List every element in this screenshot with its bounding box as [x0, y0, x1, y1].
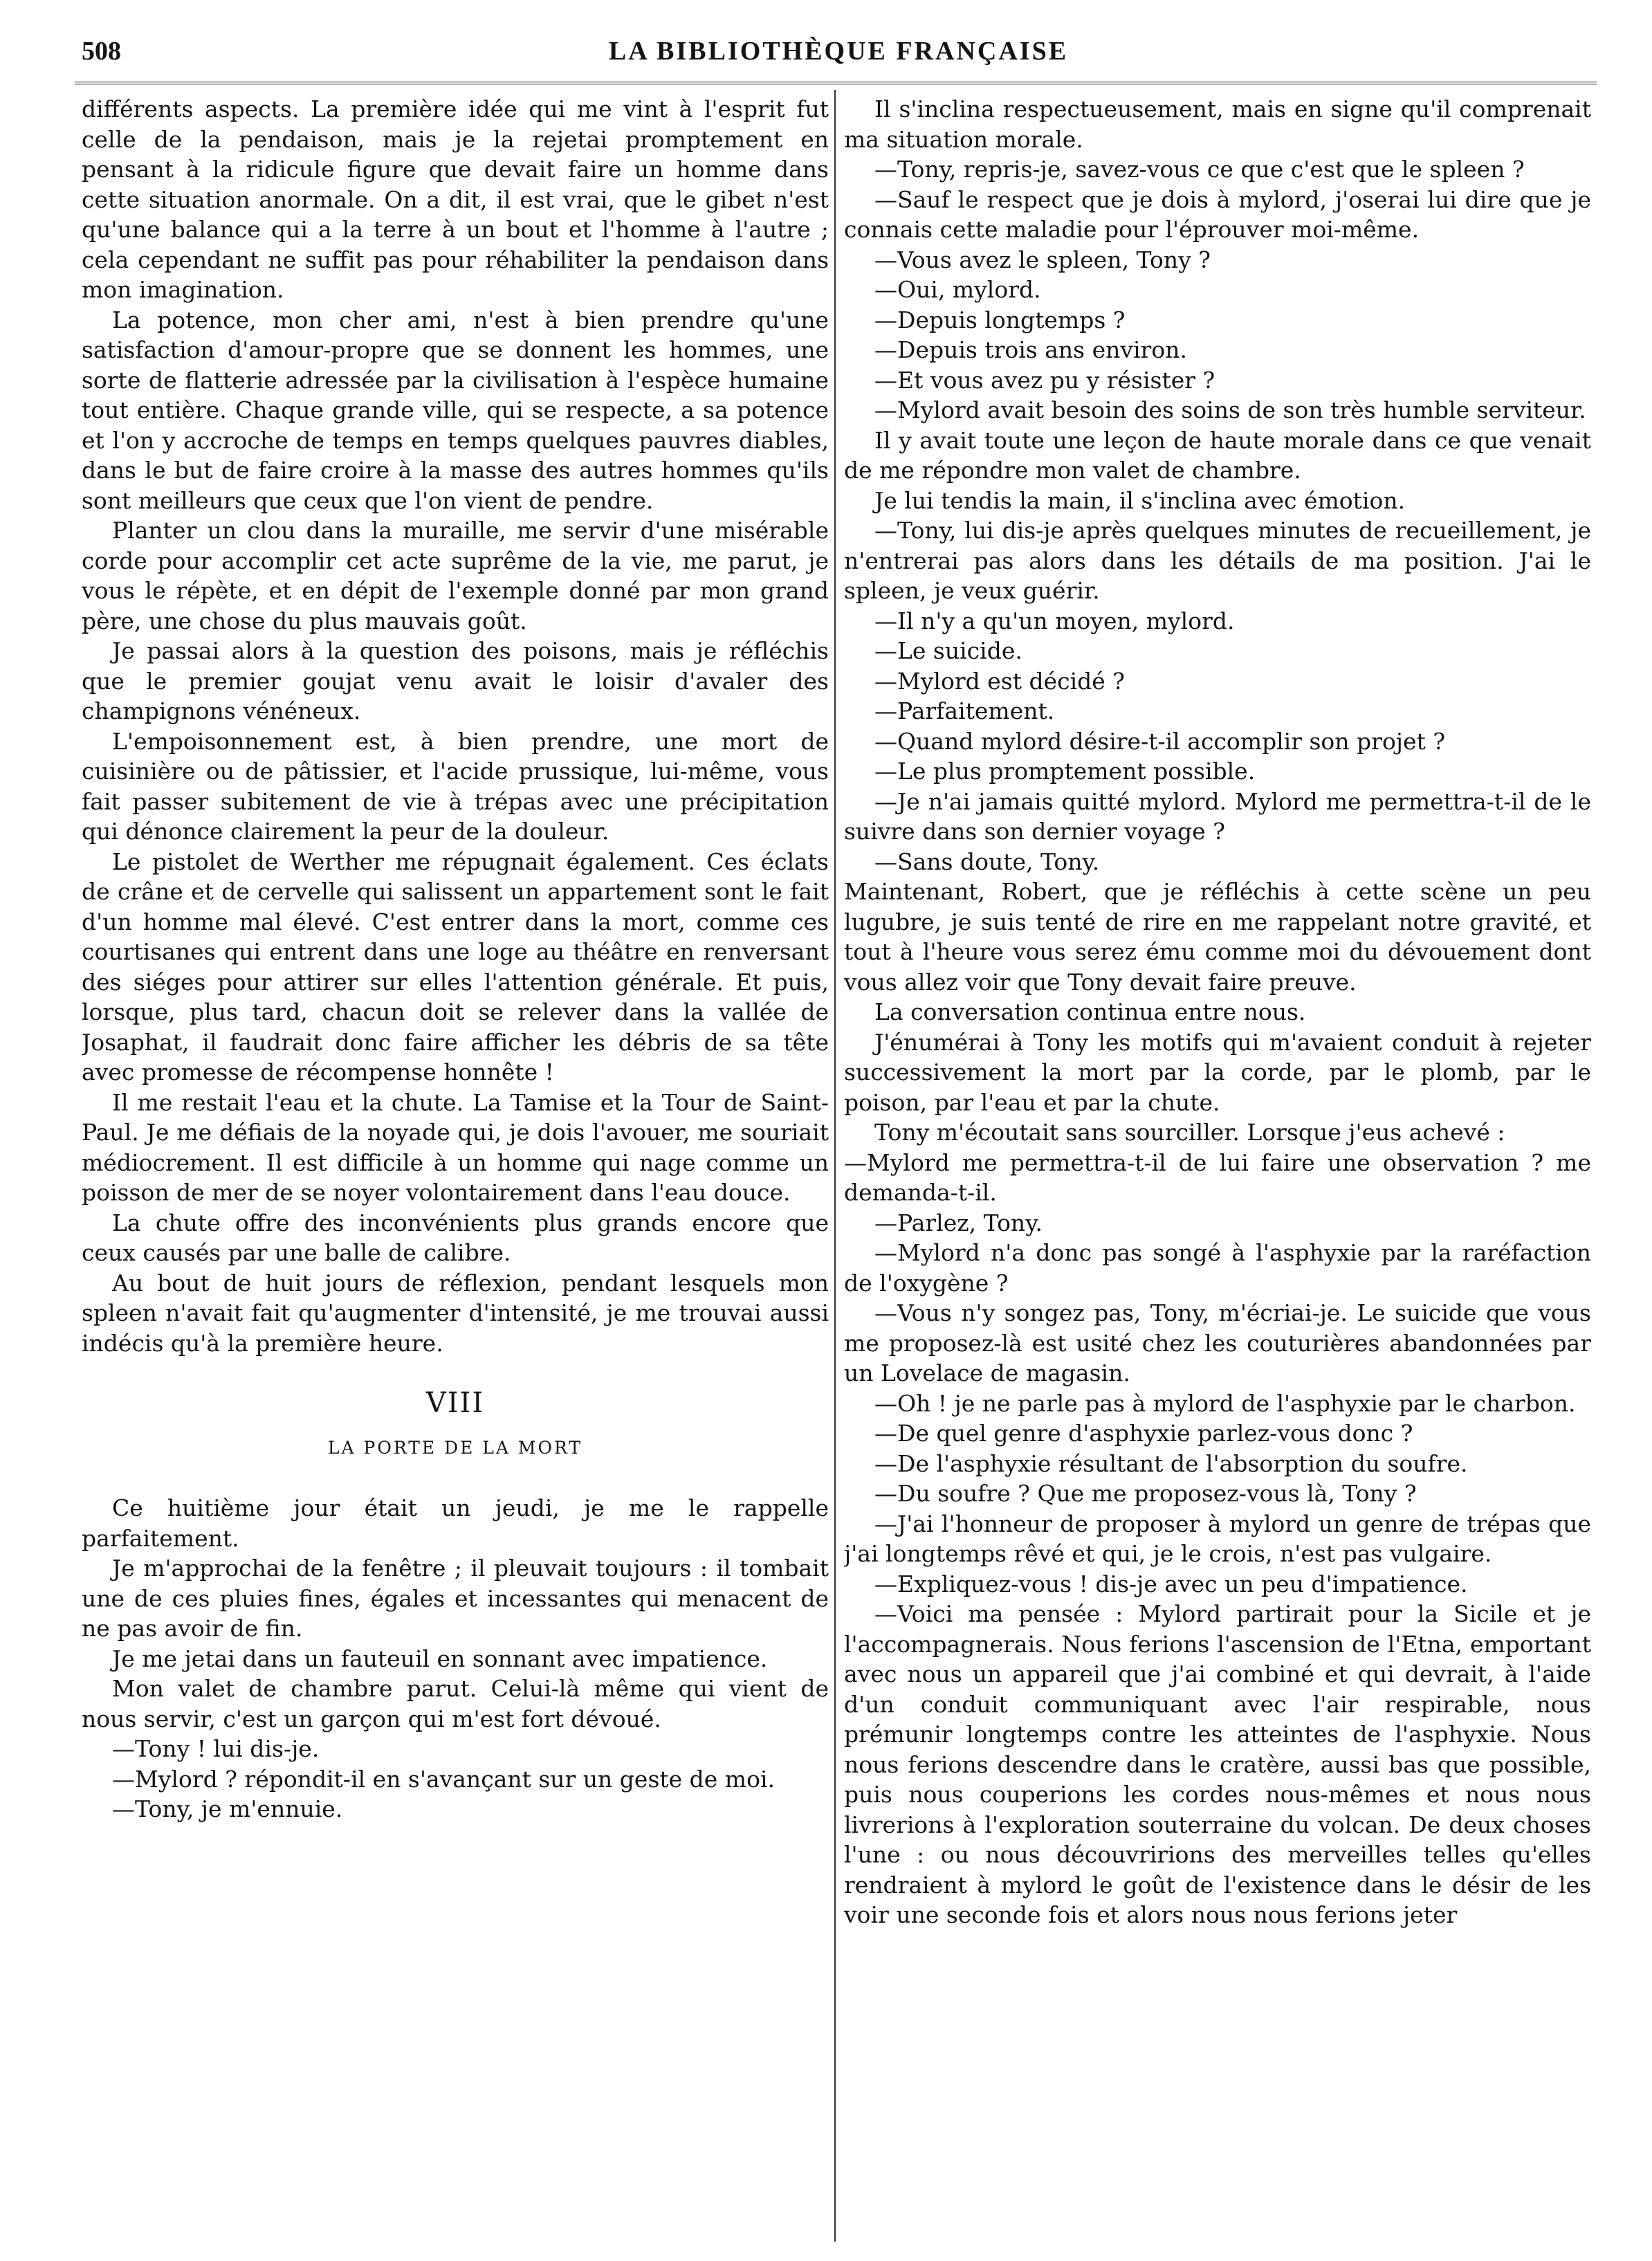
- dialogue-line: —Sans doute, Tony.: [874, 848, 1100, 875]
- dialogue-line: —De l'asphyxie résultant de l'absorption du soufre.: [874, 1449, 1468, 1477]
- dialogue-line: —J'ai l'honneur de proposer à mylord un genre de trépas que j'ai longtemps rêvé et qui, je le crois, n'est pas vulgaire.: [844, 1510, 1591, 1567]
- dialogue-line: —Tony, repris-je, savez-vous ce que c'est que le spleen ?: [874, 156, 1525, 183]
- dialogue-line: —Le plus promptement possible.: [874, 758, 1256, 785]
- paragraph: Maintenant, Robert, que je réfléchis à cette scène un peu lugubre, je suis tenté de rire en me rappelant notre gravité, et tout à l'heure vous serez ému comme moi du dévouement dont vous allez voir que Tony devait faire preuve.: [844, 878, 1591, 996]
- dialogue-line: —Du soufre ? Que me proposez-vous là, Tony ?: [874, 1480, 1417, 1507]
- paragraph: Je lui tendis la main, il s'inclina avec émotion.: [874, 486, 1406, 514]
- column-divider: [834, 90, 836, 2242]
- dialogue-line: —Tony ! lui dis-je.: [112, 1735, 320, 1762]
- dialogue-line: —Mylord me permettra-t-il de lui faire une observation ? me demanda-t-il.: [844, 1148, 1591, 1206]
- dialogue-line: —Le suicide.: [874, 637, 1022, 664]
- dialogue-line: —Vous avez le spleen, Tony ?: [874, 246, 1211, 273]
- dialogue-line: —Voici ma pensée : Mylord partirait pour la Sicile et je l'accompagnerais. Nous ferions l'ascension de l'Etna, emportant avec nous un appareil que j'ai combiné et qui devrait, à l'aide d'un conduit communiquant avec l'air respirable, nous prémunir longtemps contre les atteintes de l'asphyxie. Nous nous ferions descendre dans le cratère, aussi bas que possible, puis nous couperions les cordes nous-mêmes et nous nous livrerions à l'exploration souterraine du volcan. De deux choses l'une : ou nous découvririons des merveilles telles qu'elles rendraient à mylord le goût de l'existence dans le désir de les voir une seconde fois et alors nous nous ferions jeter: [844, 1600, 1591, 1928]
- dialogue-line: —Mylord n'a donc pas songé à l'asphyxie par la raréfaction de l'oxygène ?: [844, 1239, 1591, 1297]
- dialogue-line: —De quel genre d'asphyxie parlez-vous donc ?: [874, 1420, 1413, 1447]
- dialogue-line: —Vous n'y songez pas, Tony, m'écriai-je. Le suicide que vous me proposez-là est usité chez les couturières abandonnées par un Lovelace de magasin.: [844, 1299, 1591, 1386]
- chapter-number: VIII: [425, 1387, 485, 1419]
- dialogue-line: —Parfaitement.: [874, 697, 1055, 724]
- right-column: [844, 94, 1591, 2239]
- paragraph: Je m'approchai de la fenêtre ; il pleuvait toujours : il tombait une de ces pluies fines, égales et incessantes qui menacent de ne pas avoir de fin.: [82, 1555, 829, 1642]
- dialogue-line: —Et vous avez pu y résister ?: [874, 366, 1215, 394]
- paragraph: Il s'inclina respectueusement, mais en signe qu'il comprenait ma situation morale.: [844, 95, 1591, 153]
- journal-title: LA BIBLIOTHÈQUE FRANÇAISE: [608, 37, 1069, 66]
- paragraph: Je passai alors à la question des poisons, mais je réfléchis que le premier goujat venu avait le loisir d'avaler des champignons vénéneux.: [82, 637, 829, 724]
- paragraph: Je me jetai dans un fauteuil en sonnant avec impatience.: [112, 1645, 768, 1672]
- dialogue-line: —Depuis trois ans environ.: [874, 336, 1187, 363]
- dialogue-line: —Je n'ai jamais quitté mylord. Mylord me permettra-t-il de le suivre dans son dernier voyage ?: [844, 787, 1591, 845]
- dialogue-line: —Tony, lui dis-je après quelques minutes de recueillement, je n'entrerai pas alors dans les détails de ma position. J'ai le spleen, je veux guérir.: [844, 517, 1591, 604]
- chapter-title: LA PORTE DE LA MORT: [327, 1437, 583, 1458]
- paragraph: différents aspects. La première idée qui me vint à l'esprit fut celle de la pendaison, mais je la rejetai promptement en pensant à la ridicule figure que devait faire un homme dans cette situation anormale. On a dit, il est vrai, que le gibet n'est qu'une balance qui a la terre à un bout et l'homme à l'autre ; cela cependant ne suffit pas pour réhabiliter la pendaison dans mon imagination.: [82, 95, 829, 303]
- dialogue-line: —Sauf le respect que je dois à mylord, j'oserai lui dire que je connais cette maladie pour l'éprouver moi-même.: [844, 185, 1591, 243]
- dialogue-line: —Il n'y a qu'un moyen, mylord.: [874, 607, 1235, 634]
- paragraph: La chute offre des inconvénients plus grands encore que ceux causés par une balle de calibre.: [82, 1209, 829, 1266]
- paragraph: La conversation continua entre nous.: [874, 998, 1306, 1025]
- header-rule: [75, 82, 1597, 84]
- paragraph: Le pistolet de Werther me répugnait également. Ces éclats de crâne et de cervelle qui salissent un appartement sont le fait d'un homme mal élevé. C'est entrer dans la mort, comme ces courtisanes qui entrent dans une loge au théâtre en renversant des siéges pour attirer sur elles l'attention générale. Et puis, lorsque, plus tard, chacun doit se relever dans la vallée de Josaphat, il faudrait donc faire afficher les débris de sa tête avec promesse de récompense honnête !: [82, 848, 829, 1086]
- dialogue-line: —Expliquez-vous ! dis-je avec un peu d'impatience.: [874, 1570, 1468, 1598]
- dialogue-line: —Mylord ? répondit-il en s'avançant sur un geste de moi.: [112, 1765, 775, 1793]
- dialogue-line: —Parlez, Tony.: [874, 1209, 1043, 1236]
- running-header: [82, 36, 1595, 77]
- dialogue-line: —Depuis longtemps ?: [874, 306, 1126, 333]
- dialogue-line: —Mylord avait besoin des soins de son très humble serviteur.: [874, 396, 1586, 423]
- left-column: [82, 94, 829, 2239]
- paragraph: Mon valet de chambre parut. Celui-là même qui vient de nous servir, c'est un garçon qui m'est fort dévoué.: [82, 1675, 829, 1732]
- paragraph: Tony m'écoutait sans sourciller. Lorsque j'eus achevé :: [874, 1119, 1505, 1146]
- dialogue-line: —Mylord est décidé ?: [874, 667, 1125, 695]
- paragraph: J'énumérai à Tony les motifs qui m'avaient conduit à rejeter successivement la mort par la corde, par le plomb, par le poison, par l'eau et par la chute.: [844, 1028, 1591, 1116]
- paragraph: L'empoisonnement est, à bien prendre, une mort de cuisinière ou de pâtissier, et l'acide prussique, lui-même, vous fait passer subitement de vie à trépas avec une précipitation qui dénonce clairement la peur de la douleur.: [82, 727, 829, 845]
- paragraph: Au bout de huit jours de réflexion, pendant lesquels mon spleen n'avait fait qu'augmenter d'intensité, je me trouvai aussi indécis qu'à la première heure.: [82, 1269, 829, 1357]
- paragraph: Il y avait toute une leçon de haute morale dans ce que venait de me répondre mon valet de chambre.: [844, 426, 1591, 484]
- dialogue-line: —Oui, mylord.: [874, 276, 1041, 303]
- page-number: 508: [82, 37, 121, 66]
- paragraph: La potence, mon cher ami, n'est à bien prendre qu'une satisfaction d'amour-propre que se donnent les hommes, une sorte de flatterie adressée par la civilisation à l'espèce humaine tout entière. Chaque grande ville, qui se respecte, a sa potence et l'on y accroche de temps en temps quelques pauvres diables, dans le but de faire croire à la masse des autres hommes qu'ils sont meilleurs que ceux que l'on vient de pendre.: [82, 306, 829, 514]
- dialogue-line: —Tony, je m'ennuie.: [112, 1795, 343, 1822]
- paragraph: Ce huitième jour était un jeudi, je me le rappelle parfaitement.: [82, 1494, 829, 1552]
- paragraph: Planter un clou dans la muraille, me servir d'une misérable corde pour accomplir cet acte suprême de la vie, me parut, je vous le répète, et en dépit de l'exemple donné par mon grand père, une chose du plus mauvais goût.: [82, 517, 829, 634]
- dialogue-line: —Quand mylord désire-t-il accomplir son projet ?: [874, 727, 1446, 755]
- paragraph: Il me restait l'eau et la chute. La Tamise et la Tour de Saint-Paul. Je me défiais de la noyade qui, je dois l'avouer, me souriait médiocrement. Il est difficile à un homme qui nage comme un poisson de mer de se noyer volontairement dans l'eau douce.: [82, 1088, 829, 1206]
- dialogue-line: —Oh ! je ne parle pas à mylord de l'asphyxie par le charbon.: [874, 1389, 1576, 1417]
